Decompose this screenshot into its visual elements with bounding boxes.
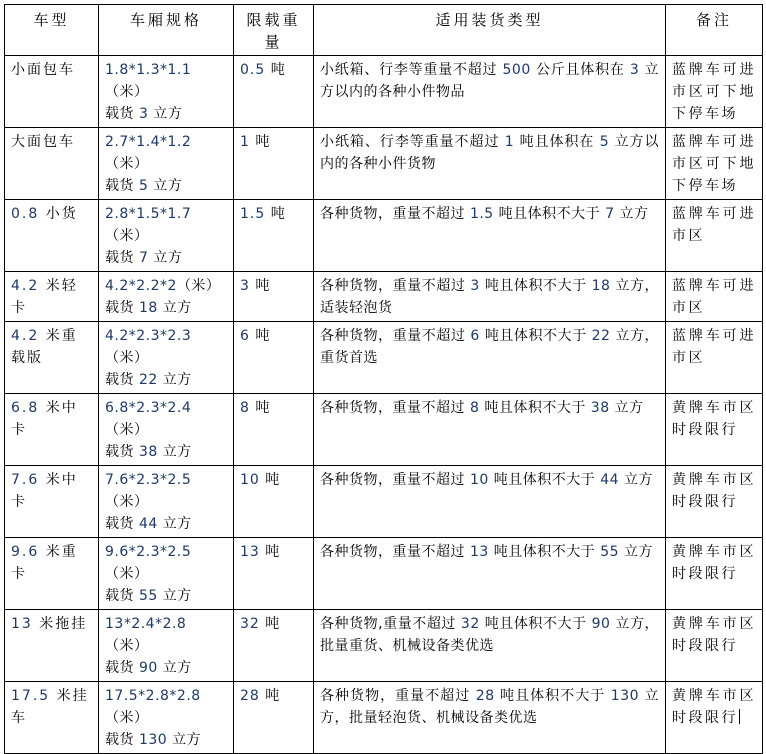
cell-vehicle-type: 0.8 小货 [5,200,99,272]
cell-note: 黄牌车市区时段限行 [666,538,763,610]
cell-cargo-type: 各种货物，重量不超过 8 吨且体积不大于 38 立方 [314,394,666,466]
column-header-weight-limit: 限载重量 [234,5,314,56]
spec-capacity: 载货 44 立方 [105,516,192,532]
cell-vehicle-type: 大面包车 [5,128,99,200]
cell-weight-limit: 6 吨 [234,322,314,394]
cell-cargo-type: 各种货物，重量不超过 28 吨且体积不大于 130 立方，批量轻泡货、机械设备类优选 [314,682,666,754]
cell-vehicle-type: 7.6 米中卡 [5,466,99,538]
spec-capacity: 载货 3 立方 [105,106,183,122]
cell-vehicle-type: 小面包车 [5,56,99,128]
cell-vehicle-type: 13 米拖挂 [5,610,99,682]
spec-dimensions: 2.8*1.5*1.7（米） [105,206,192,244]
spec-dimensions: 9.6*2.3*2.5（米） [105,544,192,582]
cell-weight-limit: 8 吨 [234,394,314,466]
table-row [5,610,763,682]
cell-cargo-type: 小纸箱、行李等重量不超过 1 吨且体积在 5 立方以内的各种小件货物 [314,128,666,200]
cell-vehicle-type: 4.2 米重载版 [5,322,99,394]
spec-capacity: 载货 130 立方 [105,732,202,748]
cell-cargo-type: 各种货物，重量不超过 1.5 吨且体积不大于 7 立方 [314,200,666,272]
cell-cargo-type: 各种货物，重量不超过 6 吨且体积不大于 22 立方，重货首选 [314,322,666,394]
spec-capacity: 载货 22 立方 [105,372,192,388]
table-row [5,322,763,394]
cell-cargo-type: 各种货物，重量不超过 13 吨且体积不大于 55 立方 [314,538,666,610]
spec-capacity: 载货 90 立方 [105,660,192,676]
spec-dimensions: 6.8*2.3*2.4（米） [105,400,192,438]
table-row [5,56,763,128]
cell-note: 蓝牌车可进市区可下地下停车场 [666,56,763,128]
cell-vehicle-type: 9.6 米重卡 [5,538,99,610]
cell-vehicle-type: 4.2 米轻卡 [5,272,99,322]
spec-dimensions: 4.2*2.2*2（米） [105,278,221,294]
cell-spec [99,466,234,538]
note-text: 黄牌车市区时段限行 [672,688,756,726]
cell-spec [99,322,234,394]
spec-dimensions: 2.7*1.4*1.2（米） [105,134,192,172]
cell-note: 黄牌车市区时段限行 [666,394,763,466]
spec-dimensions: 17.5*2.8*2.8（米） [105,688,201,726]
cell-weight-limit: 0.5 吨 [234,56,314,128]
cell-note: 黄牌车市区时段限行 [666,466,763,538]
spec-dimensions: 4.2*2.3*2.3（米） [105,328,192,366]
cell-spec [99,272,234,322]
header-row [5,5,763,56]
table-row [5,682,763,754]
spec-dimensions: 7.6*2.3*2.5（米） [105,472,192,510]
table-row [5,200,763,272]
cell-weight-limit: 3 吨 [234,272,314,322]
table-row [5,538,763,610]
cell-spec [99,610,234,682]
spec-dimensions: 13*2.4*2.8（米） [105,616,187,654]
cell-cargo-type: 各种货物，重量不超过 3 吨且体积不大于 18 立方，适装轻泡货 [314,272,666,322]
vehicle-spec-table [4,4,763,754]
cell-note: 蓝牌车可进市区可下地下停车场 [666,128,763,200]
cell-cargo-type: 各种货物,重量不超过 32 吨且体积不大于 90 立方，批量重货、机械设备类优选 [314,610,666,682]
cell-spec [99,682,234,754]
table-row [5,272,763,322]
table-row [5,466,763,538]
column-header-cargo-type: 适用装货类型 [314,5,666,56]
cell-note: 蓝牌车可进市区 [666,272,763,322]
table-row [5,394,763,466]
cell-weight-limit: 1 吨 [234,128,314,200]
cell-cargo-type: 小纸箱、行李等重量不超过 500 公斤且体积在 3 立方以内的各种小件物品 [314,56,666,128]
table-row [5,128,763,200]
cell-note: 蓝牌车可进市区 [666,322,763,394]
spec-capacity: 载货 5 立方 [105,178,183,194]
spec-capacity: 载货 55 立方 [105,588,192,604]
column-header-note: 备注 [666,5,763,56]
cell-spec [99,394,234,466]
cell-spec [99,128,234,200]
spec-dimensions: 1.8*1.3*1.1（米） [105,62,192,100]
cell-weight-limit: 32 吨 [234,610,314,682]
cell-weight-limit: 1.5 吨 [234,200,314,272]
cell-spec [99,538,234,610]
cell-weight-limit: 13 吨 [234,538,314,610]
text-cursor [739,709,740,724]
cell-cargo-type: 各种货物，重量不超过 10 吨且体积不大于 44 立方 [314,466,666,538]
cell-weight-limit: 10 吨 [234,466,314,538]
spec-capacity: 载货 7 立方 [105,250,183,266]
cell-spec [99,200,234,272]
spec-capacity: 载货 18 立方 [105,300,192,316]
cell-weight-limit: 28 吨 [234,682,314,754]
cell-note: 黄牌车市区时段限行 [666,610,763,682]
spec-capacity: 载货 38 立方 [105,444,192,460]
column-header-vehicle-type: 车型 [5,5,99,56]
cell-vehicle-type: 17.5 米挂车 [5,682,99,754]
cell-note: 蓝牌车可进市区 [666,200,763,272]
cell-spec [99,56,234,128]
cell-vehicle-type: 6.8 米中卡 [5,394,99,466]
cell-note [666,682,763,754]
column-header-spec: 车厢规格 [99,5,234,56]
